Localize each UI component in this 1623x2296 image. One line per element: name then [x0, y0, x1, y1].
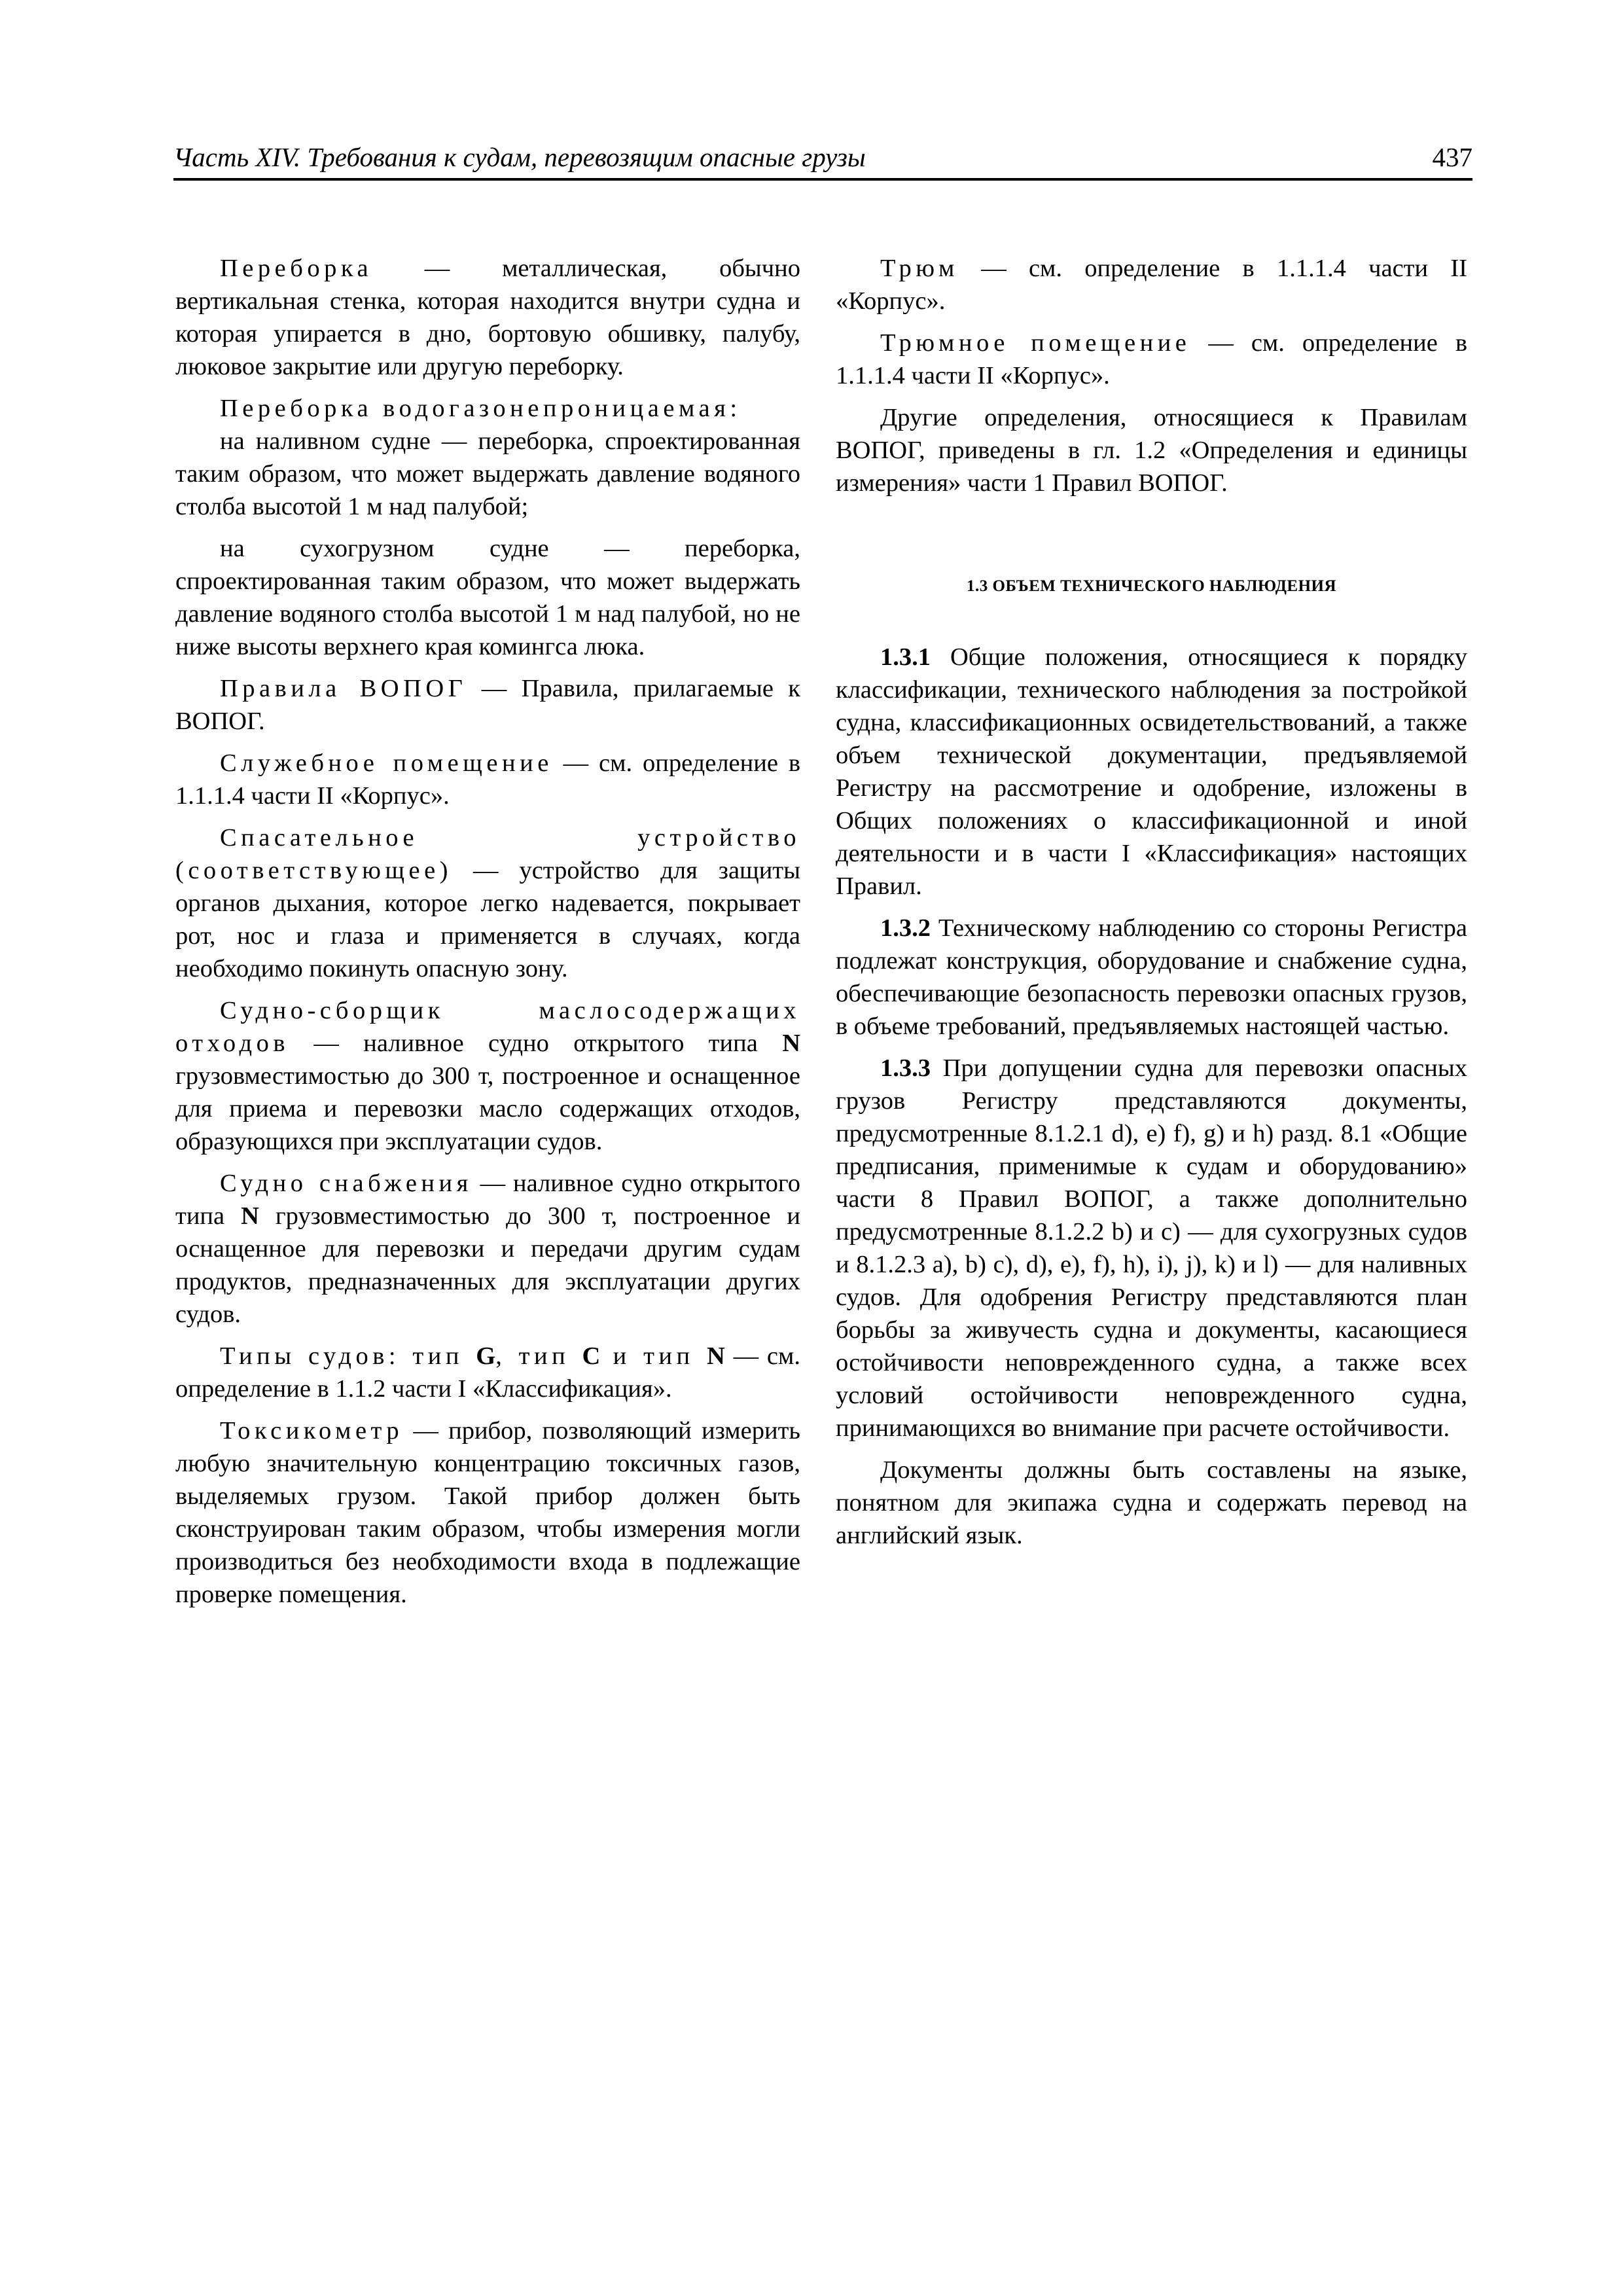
definition-tryumnoe: [836, 327, 1467, 392]
clause-text: Техническому наблюдению со стороны Регистра подлежат конструкция, оборудование и снабжение судна, обеспечивающие безопасность перевозки опасных грузов, в объеме требований, предъявляемых настоящей частью.: [836, 914, 1467, 1040]
definition-text: грузовместимостью до 300 т, построенное и оснащенное для перевозки и передачи другим судам продуктов, предназначенных для эксплуатации других судов.: [175, 1202, 800, 1328]
definition-toksikometr: [175, 1414, 800, 1611]
definition-spasatelnoe: [175, 821, 800, 985]
clause-1-3-3: [836, 1052, 1467, 1444]
other-definitions: Другие определения, относящиеся к Правилам ВОПОГ, приведены в гл. 1.2 «Определения и единицы измерения» части 1 Правил ВОПОГ.: [836, 404, 1467, 497]
term: Переборка водогазонепроницаемая:: [220, 395, 741, 422]
definition-subitem-dry-cargo: на сухогрузном судне — переборка, спроектированная таким образом, что может выдержать давление водяного столба высотой 1 м над палубой, но не ниже высоты верхнего края комингса люка.: [175, 535, 800, 660]
term: , тип: [495, 1342, 582, 1370]
definition-text: — наливное судно открытого типа: [289, 1030, 783, 1057]
clause-text: Общие положения, относящиеся к порядку классификации, технического наблюдения за постройкой судна, классификационных освидетельствований, а также объем технической документации, предъявляемой Регистру на рассмотрение и одобрение, изложены в Общих положениях о классификационной и иной деятельности и в части I «Классификация» настоящих Правил.: [836, 643, 1467, 900]
definition-pravila-vopog: [175, 672, 800, 738]
definition-text: — см. определение в 1.1.1.4 части II «Корпус».: [175, 749, 800, 810]
term: Типы судов: тип: [220, 1342, 476, 1370]
clause-1-3-1: [836, 641, 1467, 903]
clause-number: 1.3.3: [880, 1054, 931, 1082]
definition-sluzhebnoe: [175, 747, 800, 812]
definition-text: — см. определение в 1.1.2 части I «Классификация».: [175, 1342, 800, 1403]
definition-text: — металлическая, обычно вертикальная стенка, которая находится внутри судна и которая упирается в дно, бортовую обшивку, палубу, люковое закрытие или другую переборку.: [175, 255, 800, 380]
running-header: [173, 141, 1472, 181]
section-heading: 1.3 ОБЪЕМ ТЕХНИЧЕСКОГО НАБЛЮДЕНИЯ: [966, 577, 1337, 595]
term: Трюм: [880, 255, 959, 282]
term: Судно снабжения: [220, 1170, 473, 1197]
term: Трюмное помещение: [880, 329, 1191, 357]
type-letter: N: [241, 1202, 259, 1230]
right-column: [836, 252, 1467, 1561]
clause-number: 1.3.2: [880, 914, 931, 942]
term: Переборка: [220, 255, 373, 282]
type-letter: N: [706, 1342, 725, 1370]
type-letter: C: [582, 1342, 601, 1370]
page-number: 437: [1432, 142, 1472, 172]
definition-text: — устройство для защиты органов дыхания, которое легко надевается, покрывает рот, нос и глаза и применяется в случаях, когда необходимо покинуть опасную зону.: [175, 857, 800, 982]
definition-pereborka: [175, 252, 800, 383]
definition-text: — см. определение в 1.1.1.4 части II «Корпус».: [836, 255, 1467, 315]
definition-text: грузовместимостью до 300 т, построенное и оснащенное для приема и перевозки масло содержащих отходов, образующихся при эксплуатации судов.: [175, 1062, 800, 1155]
documents-language: Документы должны быть составлены на языке, понятном для экипажа судна и содержать перевод на английский язык.: [836, 1456, 1467, 1549]
term: Правила ВОПОГ: [220, 675, 467, 702]
term: Спасательное устройство (соответствующее): [175, 824, 800, 884]
definition-subitem-tanker: на наливном судне — переборка, спроектированная таким образом, что может выдержать давление водяного столба высотой 1 м над палубой;: [175, 427, 800, 520]
clause-number: 1.3.1: [880, 643, 931, 671]
definition-text: — прибор, позволяющий измерить любую значительную концентрацию токсичных газов, выделяемых грузом. Такой прибор должен быть сконструирован таким образом, чтобы измерения могли производиться без необходимости входа в подлежащие проверке помещения.: [175, 1417, 800, 1608]
definition-pereborka-vodogaz: [175, 392, 800, 425]
definition-text: — Правила, прилагаемые к ВОПОГ.: [175, 675, 800, 735]
type-letter: N: [782, 1030, 800, 1057]
term: Токсикометр: [220, 1417, 404, 1444]
definition-text: — наливное судно открытого типа: [175, 1170, 800, 1230]
clause-text: При допущении судна для перевозки опасных грузов Регистру представляются документы, предусмотренные 8.1.2.1 d), e) f), g) и h) разд. 8.1 «Общие предписания, применимые к судам и оборудованию» части 8 Правил ВОПОГ, а также дополнительно предусмотренные 8.1.2.2 b) и c) — для сухогрузных судов и 8.1.2.3 a), b) c), d), e), f), h), i), j), k) и l) — для наливных судов. Для одобрения Регистру представляются план борьбы за живучесть судна и документы, касающиеся остойчивости неповрежденного судна, а также всех условий остойчивости неповрежденного судна, принимающихся во внимание при расчете остойчивости.: [836, 1054, 1467, 1442]
term: и тип: [600, 1342, 707, 1370]
type-letter: G: [476, 1342, 496, 1370]
left-column: [175, 252, 800, 1620]
definition-text: — см. определение в 1.1.1.4 части II «Корпус».: [836, 329, 1467, 389]
definition-tryum: [836, 252, 1467, 317]
term: Судно-сборщик маслосодержащих отходов: [175, 997, 800, 1057]
definition-sudno-sborshchik: [175, 994, 800, 1158]
clause-1-3-2: [836, 912, 1467, 1043]
header-title: Часть XIV. Требования к судам, перевозящим опасные грузы: [173, 142, 866, 172]
definition-sudno-snabzheniya: [175, 1167, 800, 1331]
term: Служебное помещение: [220, 749, 553, 777]
definition-tipy-sudov: [175, 1340, 800, 1405]
